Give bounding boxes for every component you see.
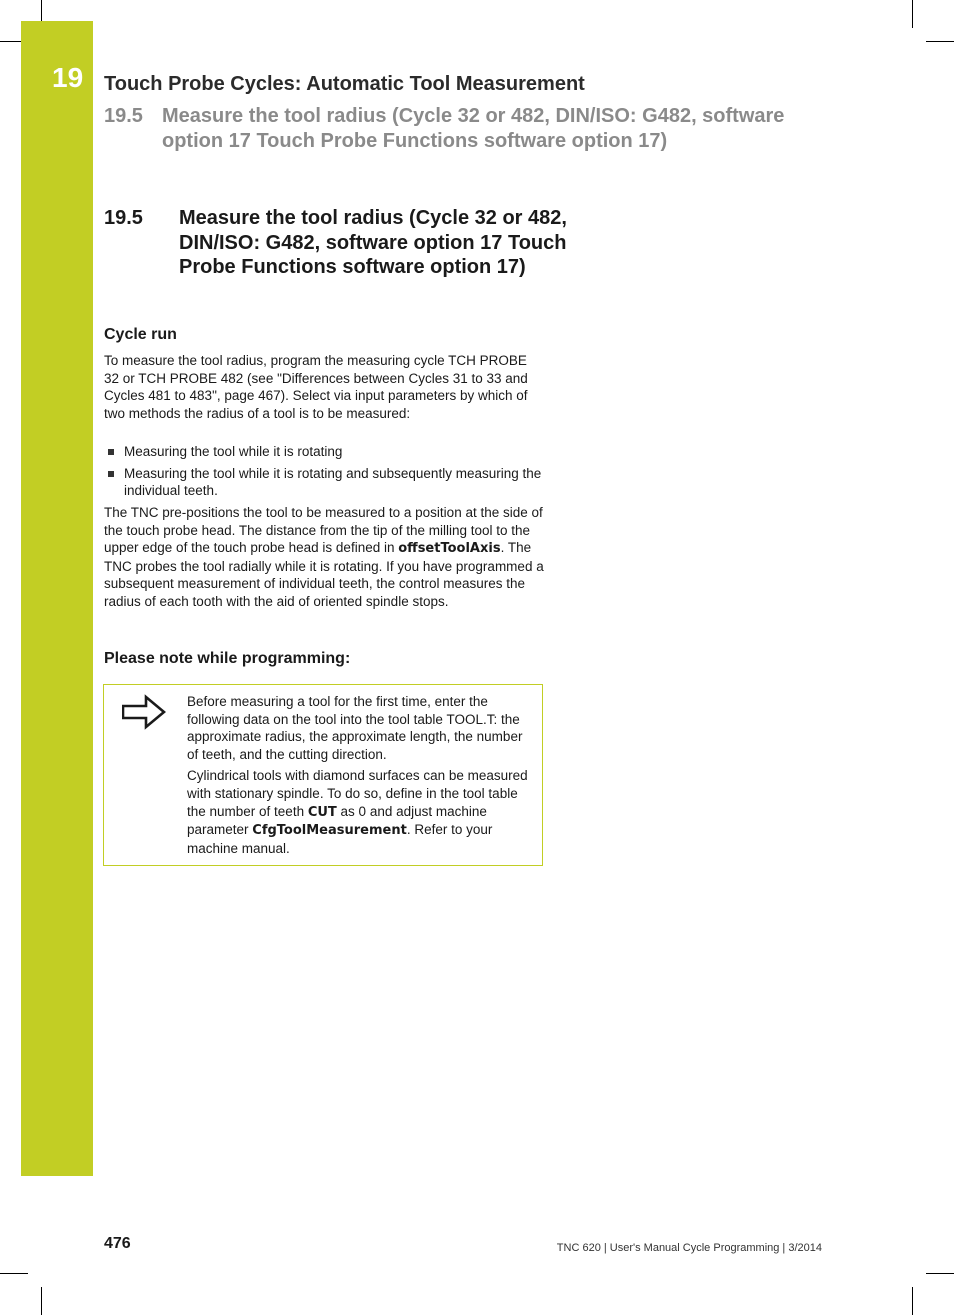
method-list	[104, 443, 544, 504]
arrow-right-outline-icon	[122, 694, 166, 730]
page-number: 476	[104, 1235, 131, 1252]
crop-mark	[912, 1287, 913, 1315]
running-section-header	[104, 104, 824, 154]
running-section-title: Measure the tool radius (Cycle 32 or 482, DIN/ISO: G482, software option 17 Touch Probe Functions software option 17)	[162, 105, 785, 152]
cycle-run-intro: To measure the tool radius, program the measuring cycle TCH PROBE 32 or TCH PROBE 482 (see "Differences between Cycles 31 to 33 and Cycles 481 to 483", page 467). Select via input parameters by which of two methods the radius of a tool is to be measured:	[104, 353, 528, 421]
section-number: 19.5	[104, 207, 143, 229]
crop-mark	[926, 1273, 954, 1274]
square-bullet-icon	[108, 449, 114, 455]
note-box	[103, 684, 543, 866]
parameter-name: CUT	[307, 804, 337, 820]
crop-mark	[41, 1287, 42, 1315]
list-item	[104, 443, 544, 461]
cycle-run-body	[104, 504, 544, 611]
chapter-sidebar	[21, 21, 93, 1176]
cycle-run-heading: Cycle run	[104, 326, 177, 343]
crop-mark	[0, 1273, 28, 1274]
note-text-segment: . Refer to your machine manual.	[187, 822, 493, 856]
note-text-segment: Cylindrical tools with diamond surfaces can be measured with stationary spindle. To do so, define in the tool table the number of teeth	[187, 768, 528, 819]
footer-text: TNC 620 | User's Manual Cycle Programming | 3/2014	[556, 1242, 822, 1254]
note-paragraph: Before measuring a tool for the first time, enter the following data on the tool into the tool table TOOL.T: the approximate radius, the approximate length, the number of teeth, and the cutting direction.	[187, 694, 523, 762]
running-section-number: 19.5	[104, 105, 143, 127]
chapter-number: 19	[52, 62, 84, 93]
section-heading	[104, 206, 574, 280]
note-text	[187, 693, 537, 861]
note-paragraph	[187, 767, 537, 857]
parameter-name: CfgToolMeasurement	[252, 823, 407, 839]
programming-notes-heading: Please note while programming:	[104, 650, 351, 667]
body-text: . The TNC probes the tool radially while it is rotating. If you have programmed a subsequent measurement of individual teeth, the control measures the radius of each tooth with the aid of oriented spindle stops.	[104, 540, 544, 609]
crop-mark	[926, 41, 954, 42]
square-bullet-icon	[108, 471, 114, 477]
chapter-title: Touch Probe Cycles: Automatic Tool Measurement	[104, 73, 585, 95]
list-item-text: Measuring the tool while it is rotating	[124, 444, 343, 459]
list-item-text: Measuring the tool while it is rotating and subsequently measuring the individual teeth.	[124, 465, 542, 499]
crop-mark	[912, 0, 913, 28]
section-title: Measure the tool radius (Cycle 32 or 482, DIN/ISO: G482, software option 17 Touch Probe Functions software option 17)	[179, 207, 567, 278]
list-item	[104, 465, 544, 500]
parameter-name: offsetToolAxis	[398, 541, 501, 557]
note-text-segment: as 0 and adjust machine parameter	[187, 803, 487, 838]
body-text: The TNC pre-positions the tool to be measured to a position at the side of the touch probe head. The distance from the tip of the milling tool to the upper edge of the touch probe head is defined in	[104, 505, 543, 556]
